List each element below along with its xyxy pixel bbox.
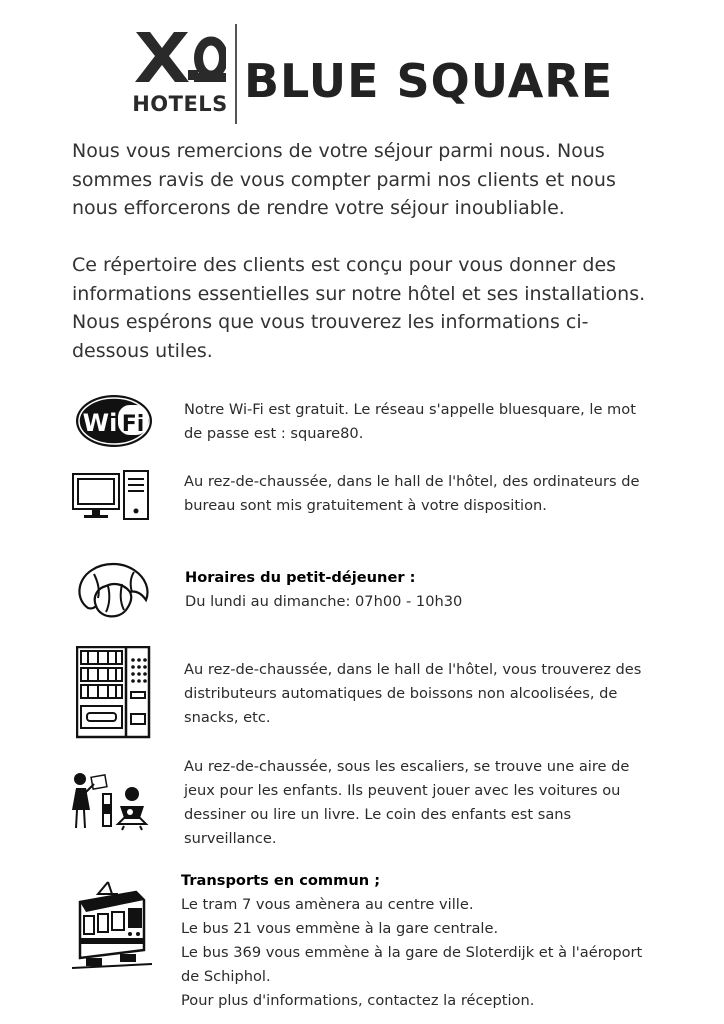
wifi-icon xyxy=(74,393,154,453)
hotel-brand-name: BLUE SQUARE xyxy=(244,54,614,108)
svg-text:HOTELS: HOTELS xyxy=(134,92,226,116)
tram-icon xyxy=(72,880,152,974)
transport-line-bus-21: Le bus 21 vous emmène à la gare centrale. xyxy=(181,920,499,937)
transport-info xyxy=(181,869,651,1013)
breakfast-hours-text: Du lundi au dimanche: 07h00 - 10h30 xyxy=(185,593,463,610)
xo-hotels-logo xyxy=(134,28,226,116)
breakfast-heading: Horaires du petit-déjeuner : xyxy=(185,569,416,586)
kids-area-info-text: Au rez-de-chaussée, sous les escaliers, se trouve une aire de jeux pour les enfants. Ils peuvent jouer avec les voitures ou dessiner ou lire un livre. Le coin des enfants est sans surveillance. xyxy=(184,758,630,847)
desktop-computer-icon xyxy=(72,470,150,526)
intro-paragraph-directory: Ce répertoire des clients est conçu pour vous donner des informations essentielles sur notre hôtel et ses installations. Nous espérons que vous trouverez les informations ci-dessous utiles. xyxy=(72,254,646,362)
vending-info-text: Au rez-de-chaussée, dans le hall de l'hôtel, vous trouverez des distributeurs automatiques de boissons non alcoolisées, de snacks, etc. xyxy=(184,661,642,726)
croissant-icon xyxy=(74,560,152,626)
children-playing-icon xyxy=(68,770,152,836)
wifi-info-text: Notre Wi-Fi est gratuit. Le réseau s'appelle bluesquare, le mot de passe est : square80. xyxy=(184,401,636,442)
transport-line-contact: Pour plus d'informations, contactez la réception. xyxy=(181,992,535,1009)
vending-machine-icon xyxy=(76,646,152,744)
svg-text:Wi: Wi xyxy=(82,409,118,437)
transport-line-bus-369: Le bus 369 vous emmène à la gare de Sloterdijk et à l'aéroport de Schiphol. xyxy=(181,944,643,985)
svg-text:Fi: Fi xyxy=(121,412,145,437)
computers-info-text: Au rez-de-chaussée, dans le hall de l'hôtel, des ordinateurs de bureau sont mis gratuitement à votre disposition. xyxy=(184,473,640,514)
logo-divider xyxy=(235,24,237,124)
breakfast-info xyxy=(185,566,645,614)
intro-paragraph-welcome: Nous vous remercions de votre séjour parmi nous. Nous sommes ravis de vous compter parmi nos clients et nous nous efforcerons de rendre votre séjour inoubliable. xyxy=(72,140,616,219)
transport-heading: Transports en commun ; xyxy=(181,872,381,889)
transport-line-tram: Le tram 7 vous amènera au centre ville. xyxy=(181,896,474,913)
